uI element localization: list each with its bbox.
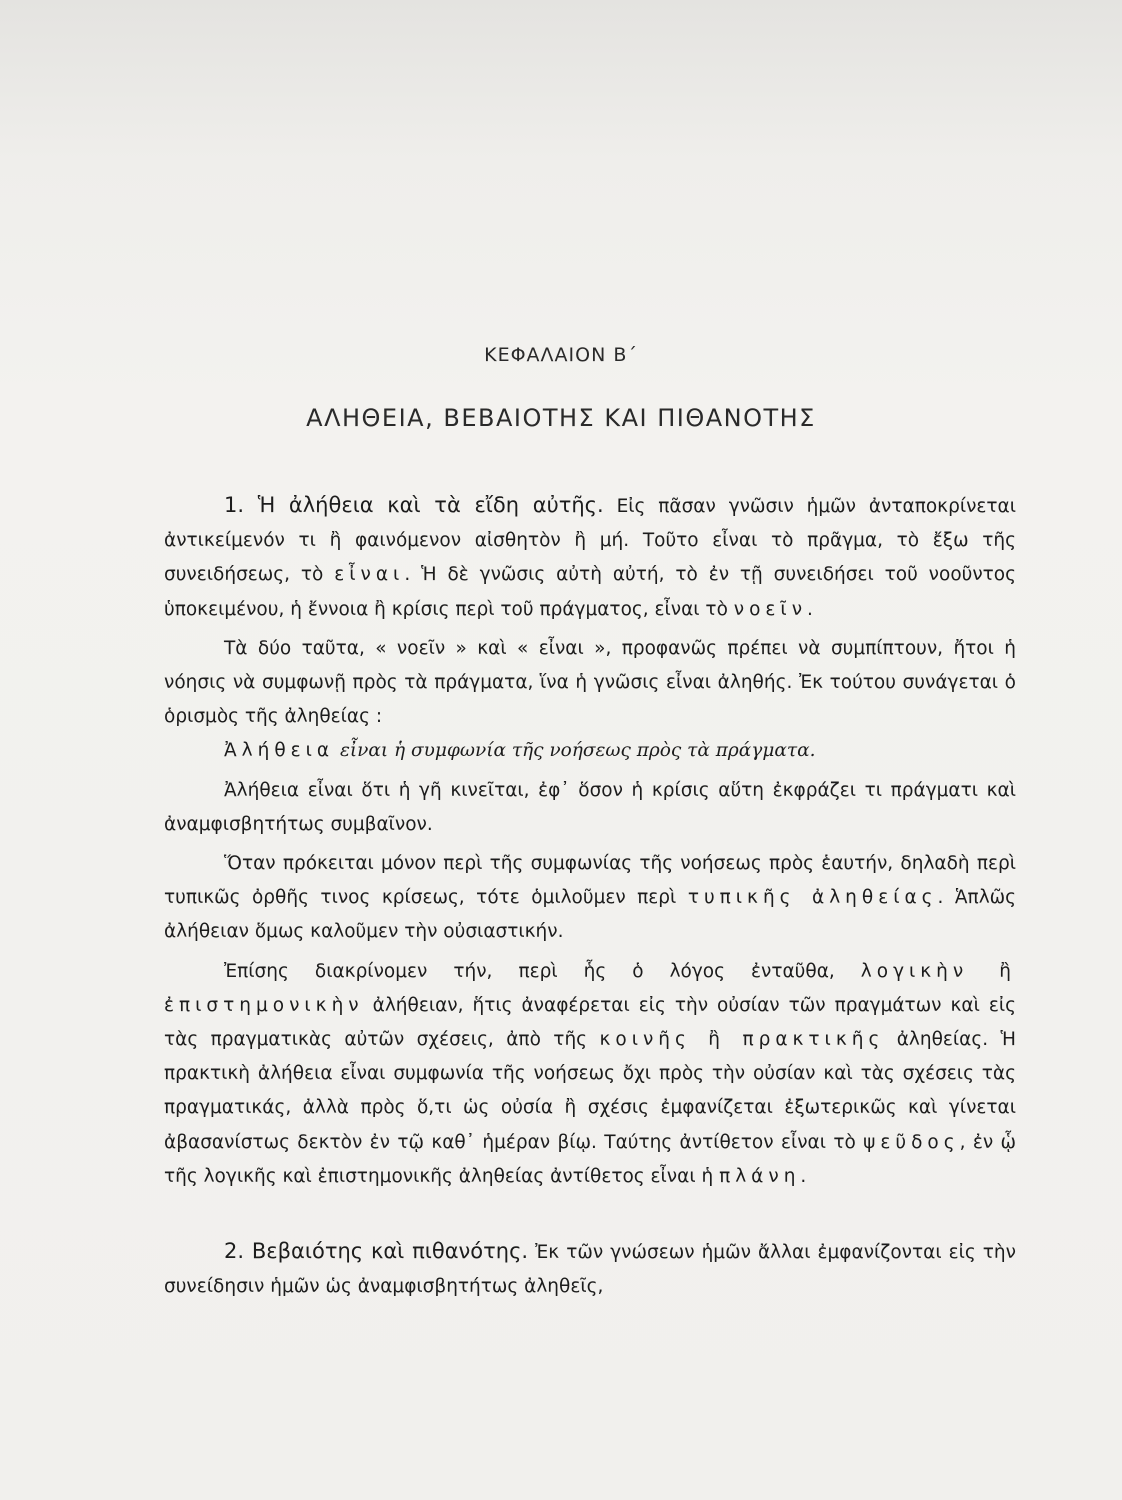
emphasis-term: πλάνη [719, 1165, 801, 1187]
emphasis-term: νοεῖν [733, 598, 808, 620]
paragraph-text: . Ἁπλῶς ἀλήθειαν ὅμως καλοῦμεν τὴν οὐσιαστικήν. [164, 887, 1016, 943]
paragraph-text: ἀλήθειαν, ἥτις ἀναφέρεται εἰς τὴν οὐσίαν τῶν πραγμάτων καὶ εἰς τὰς πραγματικὰς αὐτῶν σχέσεις, ἀπὸ τῆς [164, 994, 1016, 1051]
body-text [164, 488, 1016, 1304]
emphasis-term: λογικὴν ἢ ἐπιστημονικὴν [164, 960, 1016, 1016]
section-2-heading: 2. Βεβαιότης καὶ πιθανότης. [224, 1239, 529, 1264]
paragraph-text: . Ἡ δὲ γνῶσις αὐτὴ αὐτή, τὸ ἐν τῇ συνειδήσει τοῦ νοοῦντος ὑποκειμένου, ἡ ἔννοια ἢ κρίσις περὶ τοῦ πράγματος, εἶναι τὸ [164, 564, 1016, 620]
paragraph-text: . [800, 1165, 807, 1187]
section-1-paragraph-2: Τὰ δύο ταῦτα, « νοεῖν » καὶ « εἶναι », προφανῶς πρέπει νὰ συμπίπτουν, ἤτοι ἡ νόησις νὰ συμφωνῇ πρὸς τὰ πράγματα, ἵνα ἡ γνῶσις εἶναι ἀληθής. Ἐκ τούτου συνάγεται ὁ ὁρισμὸς τῆς ἀληθείας : [164, 637, 1016, 728]
emphasis-term: ψεῦδος [863, 1131, 960, 1153]
paragraph-text: Ἐπίσης διακρίνομεν τήν, περὶ ἧς ὁ λόγος ἐνταῦθα, [224, 960, 861, 982]
section-1-heading: 1. Ἡ ἀλήθεια καὶ τὰ εἴδη αὐτῆς. [224, 493, 604, 517]
emphasis-term: τυπικῆς ἀληθείας [687, 887, 938, 909]
paragraph-text: . [807, 598, 813, 620]
section-1-paragraph-4 [164, 847, 1016, 950]
section-1-paragraph-3: Ἀλήθεια εἶναι ὅτι ἡ γῆ κινεῖται, ἐφ᾿ ὅσον ἡ κρίσις αὕτη ἐκφράζει τι πράγματι καὶ ἀναμφισβητήτως συμβαῖνον. [164, 779, 1016, 835]
paragraph-text: Ὅταν πρόκειται μόνον περὶ τῆς συμφωνίας τῆς νοήσεως πρὸς ἑαυτήν, δηλαδὴ περὶ τυπικῶς ὀρθῆς τινος κρίσεως, τότε ὁμιλοῦμεν περὶ [164, 853, 1016, 909]
section-2-paragraph-1 [164, 1234, 1016, 1304]
definition-text: εἶναι ἡ συμφωνία τῆς νοήσεως πρὸς τὰ πράγματα. [334, 740, 816, 762]
truth-definition [164, 734, 1016, 768]
paragraph-text: ἀληθείας. Ἡ πρακτικὴ ἀλήθεια εἶναι συμφωνία τῆς νοήσεως ὄχι πρὸς τὴν οὐσίαν καὶ τὰς σχέσεις τὰς πραγματικάς, ἀλλὰ πρὸς ὅ,τι ὡς οὐσία ἢ σχέσις ἐμφανίζεται ἐξωτερικῶς καὶ γίνεται ἀβασανίστως δεκτὸν ἐν τῷ καθ᾿ ἡμέραν βίῳ. Ταύτης ἀντίθετον εἶναι τὸ [164, 1029, 1017, 1153]
paragraph-text: Εἰς πᾶσαν γνῶσιν ἡμῶν ἀνταποκρίνεται ἀντικείμενόν τι ἢ φαινόμενον αἰσθητὸν ἢ μή. Τοῦτο εἶναι τὸ πρᾶγμα, τὸ ἔξω τῆς συνειδήσεως, τὸ [164, 496, 1017, 586]
chapter-label: ΚΕΦΑΛΑΙΟΝ Β΄ [484, 344, 638, 366]
paragraph-text: , ἐν ᾧ τῆς λογικῆς καὶ ἐπιστημονικῆς ἀληθείας ἀντίθετος εἶναι ἡ [164, 1131, 1017, 1187]
emphasis-term: κοινῆς ἢ πρακτικῆς [599, 1029, 885, 1051]
emphasis-term: εἶναι [334, 564, 405, 586]
paragraph-text: Ἐκ τῶν γνώσεων ἡμῶν ἄλλαι ἐμφανίζονται εἰς τὴν συνείδησιν ἡμῶν ὡς ἀναμφισβητήτως ἀληθεῖς, [164, 1242, 1016, 1298]
chapter-title: ΑΛΗΘΕΙΑ, ΒΕΒΑΙΟΤΗΣ ΚΑΙ ΠΙΘΑΝΟΤΗΣ [306, 404, 816, 432]
definition-term: Ἀλήθεια [224, 740, 335, 762]
section-1-paragraph-1 [164, 488, 1016, 627]
section-1-paragraph-5 [164, 955, 1016, 1194]
